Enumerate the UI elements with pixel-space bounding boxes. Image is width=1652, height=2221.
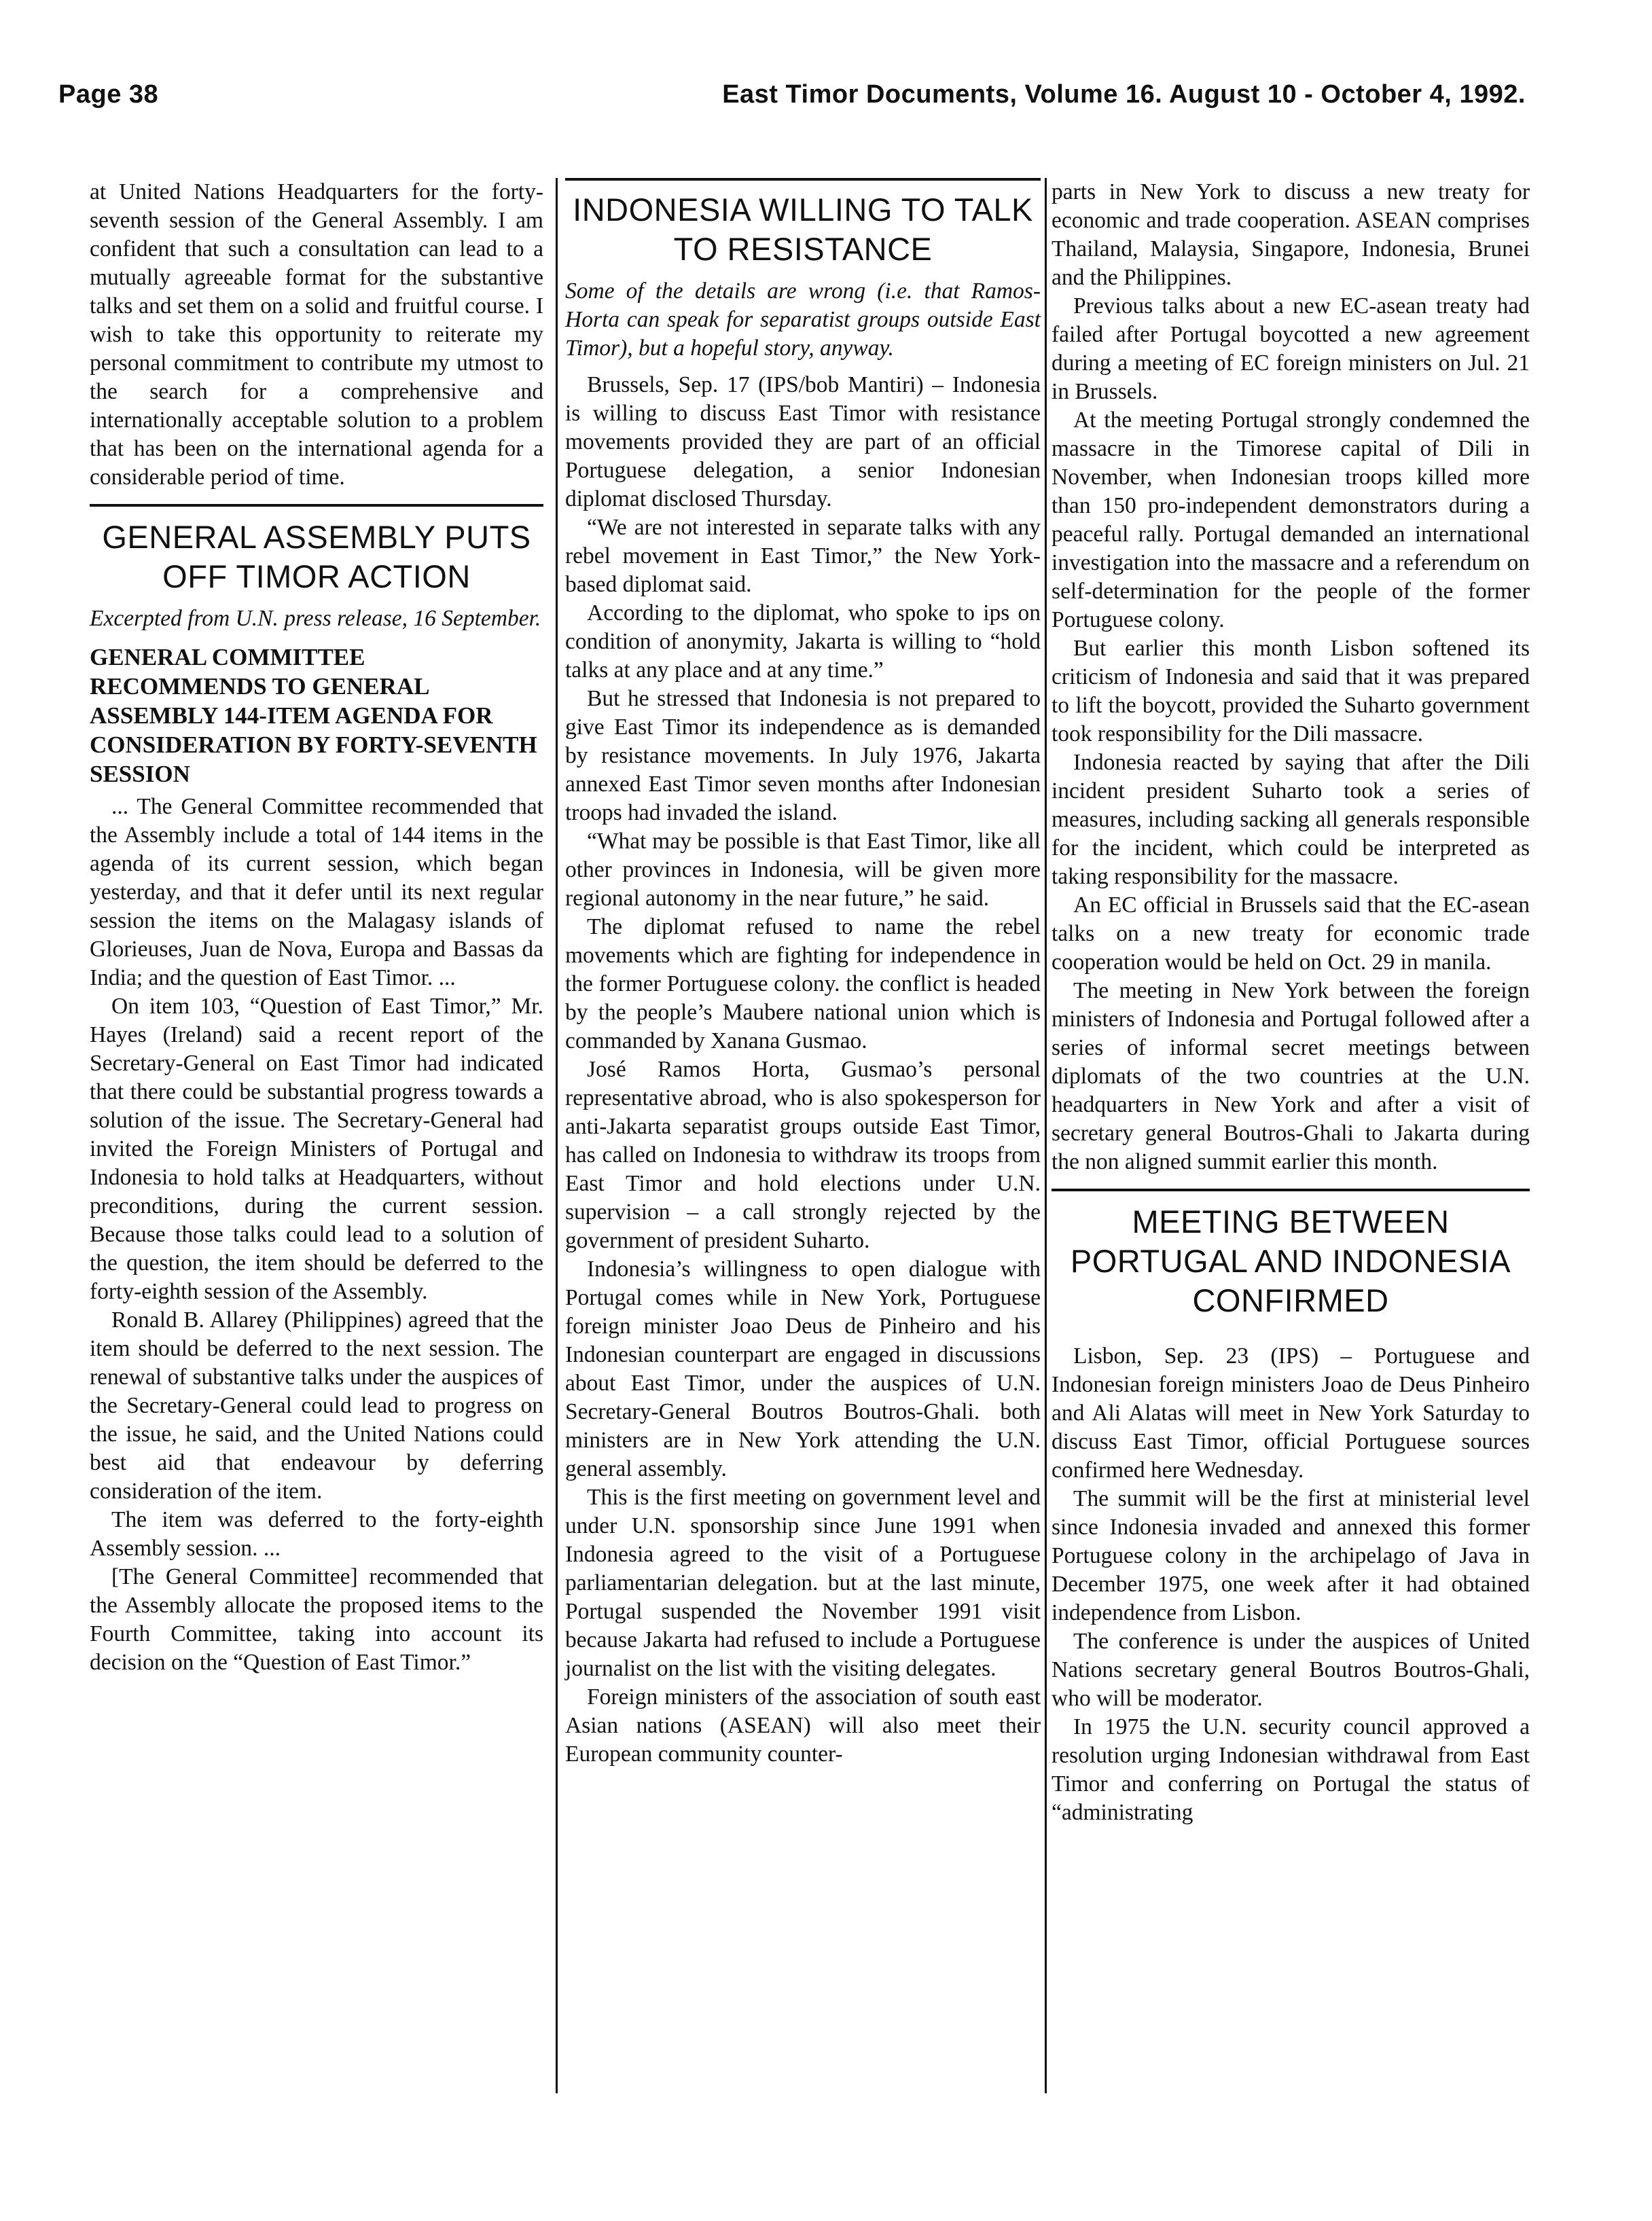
- paragraph: The conference is under the auspices of United Nations secretary general Boutros Boutros-Ghali, who will be moderator.: [1052, 1629, 1530, 1711]
- column-1: [90, 178, 543, 1677]
- paragraph: Indonesia reacted by saying that after the Dili incident president Suharto took a series of measures, including sacking all generals responsible for the incident, which could be interpreted as taking responsibility for the massacre.: [1052, 750, 1530, 889]
- paragraph: The item was deferred to the forty-eighth Assembly session. ...: [90, 1507, 543, 1561]
- paragraph: “What may be possible is that East Timor, like all other provinces in Indonesia, will be given more regional autonomy in the near future,” he said.: [565, 829, 1041, 911]
- paragraph: According to the diplomat, who spoke to ips on condition of anonymity, Jakarta is willing to “hold talks at any place and at any time.”: [565, 600, 1041, 683]
- column-2: [565, 178, 1041, 1769]
- article-title: GENERAL ASSEMBLY PUTS OFF TIMOR ACTION: [102, 519, 531, 594]
- column-divider: [1045, 178, 1047, 2093]
- article-subhead: GENERAL COMMITTEE RECOMMENDS TO GENERAL ASSEMBLY 144-ITEM AGENDA FOR CONSIDERATION BY FORTY-SEVENTH SESSION: [90, 644, 537, 787]
- paragraph: This is the first meeting on government level and under U.N. sponsorship since June 1991 when Indonesia agreed to the visit of a Portuguese parliamentarian delegation. but at the last minute, Portugal suspended the November 1991 visit because Jakarta had refused to include a Portuguese journalist on the list with the visiting delegates.: [565, 1485, 1041, 1681]
- paragraph: An EC official in Brussels said that the EC-asean talks on a new treaty for economic trade cooperation would be held on Oct. 29 in manila.: [1052, 892, 1530, 975]
- paragraph: On item 103, “Question of East Timor,” Mr. Hayes (Ireland) said a recent report of the Secretary-General on East Timor had indicated that there could be substantial progress towards a solution of the issue. The Secretary-General had invited the Foreign Ministers of Portugal and Indonesia to hold talks at Headquarters, without preconditions, during the current session. Because those talks could lead to a solution of the question, the item should be deferred to the forty-eighth session of the Assembly.: [90, 994, 543, 1304]
- paragraph: [The General Committee] recommended that the Assembly allocate the proposed items to the Fourth Committee, taking into account its decision on the “Question of East Timor.”: [90, 1564, 543, 1675]
- paragraph: ... The General Committee recommended that the Assembly include a total of 144 items in the agenda of its current session, which began yesterday, and that it defer until its next regular session the items on the Malagasy islands of Glorieuses, Juan de Nova, Europa and Bassas da India; and the question of East Timor. ...: [90, 794, 543, 990]
- article-separator: [565, 178, 1041, 181]
- continued-paragraph: at United Nations Headquarters for the forty-seventh session of the General Assembly. I am confident that such a consultation can lead to a mutually agreeable format for the substantive talks and set them on a solid and fruitful course. I wish to take this opportunity to reiterate my personal commitment to contribute my utmost to the search for a comprehensive and internationally acceptable solution to a problem that has been on the international agenda for a considerable period of time.: [90, 179, 543, 490]
- paragraph: But earlier this month Lisbon softened its criticism of Indonesia and said that it was prepared to lift the boycott, provided the Suharto government took responsibility for the Dili massacre.: [1052, 636, 1530, 746]
- article-separator: [1052, 1189, 1530, 1191]
- publication-header: East Timor Documents, Volume 16. August 10 - October 4, 1992.: [722, 80, 1526, 109]
- continued-paragraph: parts in New York to discuss a new treaty for economic and trade cooperation. ASEAN comprises Thailand, Malaysia, Singapore, Indonesia, Brunei and the Philippines.: [1052, 179, 1530, 290]
- paragraph: The summit will be the first at ministerial level since Indonesia invaded and annexed this former Portuguese colony in the archipelago of Java in December 1975, one week after it had obtained independence from Lisbon.: [1052, 1486, 1530, 1625]
- paragraph: But he stressed that Indonesia is not prepared to give East Timor its independence as is demanded by resistance movements. In July 1976, Jakarta annexed East Timor seven months after Indonesian troops had invaded the island.: [565, 686, 1041, 825]
- paragraph: Foreign ministers of the association of south east Asian nations (ASEAN) will also meet their European community counter-: [565, 1684, 1041, 1767]
- editor-note: Some of the details are wrong (i.e. that Ramos-Horta can speak for separatist groups outside East Timor), but a hopeful story, anyway.: [565, 278, 1041, 361]
- paragraph: The diplomat refused to name the rebel movements which are fighting for independence in the former Portuguese colony. the conflict is headed by the people’s Maubere national union which is commanded by Xanana Gusmao.: [565, 914, 1041, 1053]
- article-separator: [90, 504, 543, 507]
- paragraph: Previous talks about a new EC-asean treaty had failed after Portugal boycotted a new agreement during a meeting of EC foreign ministers on Jul. 21 in Brussels.: [1052, 293, 1530, 404]
- paragraph: José Ramos Horta, Gusmao’s personal representative abroad, who is also spokesperson for anti-Jakarta separatist groups outside East Timor, has called on Indonesia to withdraw its troops from East Timor and hold elections under U.N. supervision – a call strongly rejected by the government of president Suharto.: [565, 1057, 1041, 1253]
- article-source: Excerpted from U.N. press release, 16 September.: [90, 606, 541, 631]
- paragraph: The meeting in New York between the foreign ministers of Indonesia and Portugal followed after a series of informal secret meetings between diplomats of the two countries at the U.N. headquarters in New York and after a visit of secretary general Boutros-Ghali to Jakarta during the non aligned summit earlier this month.: [1052, 978, 1530, 1174]
- paragraph: Indonesia’s willingness to open dialogue with Portugal comes while in New York, Portuguese foreign minister Joao Deus de Pinheiro and his Indonesian counterpart are engaged in discussions about East Timor, under the auspices of U.N. Secretary-General Boutros Boutros-Ghali. both ministers are in New York attending the U.N. general assembly.: [565, 1257, 1041, 1481]
- page-number: Page 38: [58, 80, 159, 109]
- paragraph: “We are not interested in separate talks with any rebel movement in East Timor,” the New York-based diplomat said.: [565, 515, 1041, 597]
- paragraph: Brussels, Sep. 17 (IPS/bob Mantiri) – Indonesia is willing to discuss East Timor with resistance movements provided they are part of an official Portuguese delegation, a senior Indonesian diplomat disclosed Thursday.: [565, 372, 1041, 511]
- column-divider: [556, 178, 558, 2093]
- paragraph: Lisbon, Sep. 23 (IPS) – Portuguese and Indonesian foreign ministers Joao de Deus Pinheiro and Ali Alatas will meet in New York Saturday to discuss East Timor, official Portuguese sources confirmed here Wednesday.: [1052, 1343, 1530, 1483]
- column-3: [1052, 178, 1530, 1827]
- paragraph: At the meeting Portugal strongly condemned the massacre in the Timorese capital of Dili in November, when Indonesian troops killed more than 150 pro-independent demonstrators during a peaceful rally. Portugal demanded an international investigation into the massacre and a referendum on self-determination for the people of the former Portuguese colony.: [1052, 408, 1530, 632]
- article-title: MEETING BETWEEN PORTUGAL AND INDONESIA CONFIRMED: [1070, 1204, 1511, 1318]
- paragraph: In 1975 the U.N. security council approved a resolution urging Indonesian withdrawal from East Timor and conferring on Portugal the status of “administrating: [1052, 1714, 1530, 1825]
- paragraph: Ronald B. Allarey (Philippines) agreed that the item should be deferred to the next session. The renewal of substantive talks under the auspices of the Secretary-General could lead to progress on the issue, he said, and the United Nations could best aid that endeavour by deferring consideration of the item.: [90, 1307, 543, 1504]
- article-title: INDONESIA WILLING TO TALK TO RESISTANCE: [573, 192, 1033, 267]
